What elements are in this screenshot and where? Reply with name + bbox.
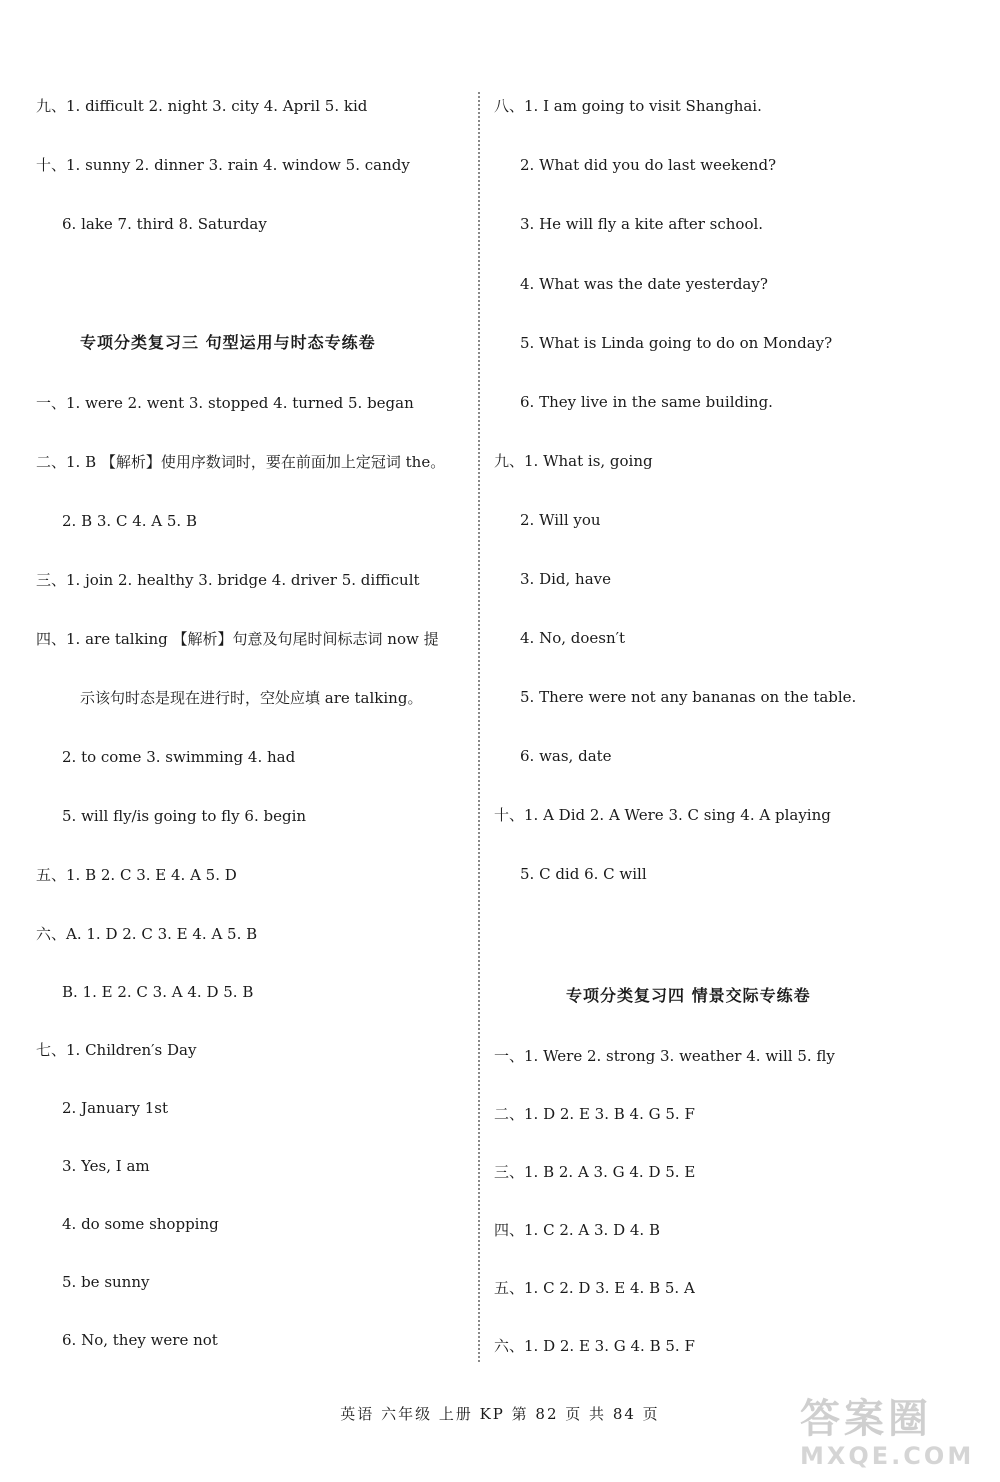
answer-line: 一、1. were 2. went 3. stopped 4. turned 5. began	[36, 394, 414, 412]
answer-line: 2. to come 3. swimming 4. had	[62, 748, 296, 766]
answer-line: 五、1. B 2. C 3. E 4. A 5. D	[36, 866, 237, 884]
answer-line: 6. They live in the same building.	[520, 393, 773, 411]
answer-line: 六、A. 1. D 2. C 3. E 4. A 5. B	[36, 925, 258, 943]
answer-line: 6. No, they were not	[62, 1331, 218, 1349]
answer-line: 5. What is Linda going to do on Monday?	[520, 334, 833, 352]
answer-line: 3. Did, have	[520, 570, 611, 588]
watermark-text-bottom: MXQE.COM	[800, 1442, 975, 1470]
answer-line: 五、1. C 2. D 3. E 4. B 5. A	[494, 1279, 695, 1297]
answer-line: 5. C did 6. C will	[520, 865, 647, 883]
answer-line: 2. What did you do last weekend?	[520, 156, 777, 174]
answer-line: 九、1. What is, going	[494, 452, 653, 470]
answer-line: 示该句时态是现在进行时，空处应填 are talking。	[80, 689, 423, 707]
section-heading: 专项分类复习三 句型运用与时态专练卷	[80, 333, 376, 352]
answer-line: 一、1. Were 2. strong 3. weather 4. will 5. fly	[494, 1047, 835, 1065]
answer-line: 4. What was the date yesterday?	[520, 275, 768, 293]
answer-line: 2. January 1st	[62, 1099, 168, 1117]
answer-line: 四、1. C 2. A 3. D 4. B	[494, 1221, 660, 1239]
answer-line: 四、1. are talking 【解析】句意及句尾时间标志词 now 提	[36, 630, 439, 648]
section-heading: 专项分类复习四 情景交际专练卷	[566, 986, 811, 1005]
answer-line: 六、1. D 2. E 3. G 4. B 5. F	[494, 1337, 695, 1355]
answer-line: 八、1. I am going to visit Shanghai.	[494, 97, 762, 115]
answer-line: B. 1. E 2. C 3. A 4. D 5. B	[62, 983, 254, 1001]
column-divider	[478, 92, 480, 1362]
answer-line: 十、1. A Did 2. A Were 3. C sing 4. A playing	[494, 806, 831, 824]
answer-line: 6. lake 7. third 8. Saturday	[62, 215, 267, 233]
answer-line: 二、1. B 【解析】使用序数词时，要在前面加上定冠词 the。	[36, 453, 446, 471]
watermark-text-top: 答案圈	[800, 1396, 932, 1442]
answer-line: 4. do some shopping	[62, 1215, 219, 1233]
answer-line: 5. will fly/is going to fly 6. begin	[62, 807, 307, 825]
answer-line: 3. Yes, I am	[62, 1157, 150, 1175]
page-footer: 英语 六年级 上册 KP 第 82 页 共 84 页	[340, 1405, 660, 1423]
answer-line: 三、1. B 2. A 3. G 4. D 5. E	[494, 1163, 696, 1181]
answer-line: 2. B 3. C 4. A 5. B	[62, 512, 197, 530]
answer-line: 十、1. sunny 2. dinner 3. rain 4. window 5. candy	[36, 156, 410, 174]
answer-line: 4. No, doesn′t	[520, 629, 626, 647]
answer-line: 九、1. difficult 2. night 3. city 4. April 5. kid	[36, 97, 368, 115]
answer-line: 3. He will fly a kite after school.	[520, 215, 764, 233]
answer-line: 2. Will you	[520, 511, 601, 529]
answer-line: 5. be sunny	[62, 1273, 150, 1291]
answer-line: 三、1. join 2. healthy 3. bridge 4. driver 5. difficult	[36, 571, 420, 589]
answer-line: 6. was, date	[520, 747, 612, 765]
answer-line: 二、1. D 2. E 3. B 4. G 5. F	[494, 1105, 695, 1123]
answer-line: 5. There were not any bananas on the table.	[520, 688, 857, 706]
answer-line: 七、1. Children′s Day	[36, 1041, 197, 1059]
watermark-logo	[800, 1396, 990, 1474]
